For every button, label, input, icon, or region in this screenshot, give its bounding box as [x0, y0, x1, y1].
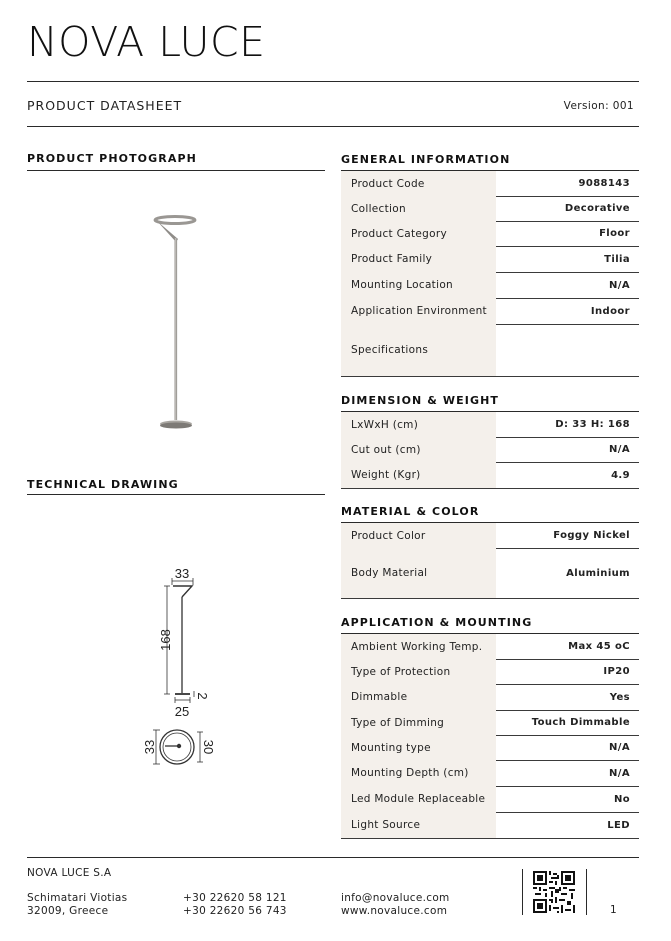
material-section-title: MATERIAL & COLOR — [341, 505, 480, 518]
application-table — [341, 634, 639, 840]
application-row-label: Type of Protection — [341, 659, 496, 684]
dim-base-thickness: 2 — [195, 692, 210, 700]
footer-qr-divider-right — [586, 869, 587, 915]
footer-phone-2: +30 22620 56 743 — [183, 905, 287, 917]
brand-logo: NOVA LUCE — [27, 18, 266, 66]
document-title: PRODUCT DATASHEET — [27, 98, 183, 113]
dim-top-width: 33 — [174, 566, 190, 581]
photo-section-title: PRODUCT PHOTOGRAPH — [27, 152, 197, 165]
dimension-row-value: 4.9 — [611, 469, 630, 481]
material-row-value: Foggy Nickel — [553, 530, 630, 541]
application-row-value: N/A — [609, 767, 630, 779]
application-row — [341, 786, 639, 813]
application-row-label: Light Source — [341, 812, 496, 838]
dimension-row — [341, 437, 639, 463]
application-row-value: Yes — [609, 691, 630, 703]
general-row — [341, 246, 639, 273]
qr-code-icon — [533, 871, 575, 913]
material-row-label: Product Color — [341, 523, 496, 548]
version-label: Version: 001 — [563, 100, 634, 112]
general-row — [341, 324, 639, 377]
application-row-label: Dimmable — [341, 684, 496, 710]
footer-address-line1: Schimatari Viotias — [27, 892, 128, 904]
drawing-section-title: TECHNICAL DRAWING — [27, 478, 179, 491]
general-row-label: Application Environment — [341, 298, 496, 324]
application-row — [341, 684, 639, 711]
general-row — [341, 298, 639, 325]
general-row-value: N/A — [609, 279, 630, 291]
general-row-label: Product Family — [341, 246, 496, 272]
application-row-label: Mounting Depth (cm) — [341, 760, 496, 786]
footer-qr-divider-left — [522, 869, 523, 915]
dimension-row-label: LxWxH (cm) — [341, 412, 496, 437]
dimension-row-label: Weight (Kgr) — [341, 462, 496, 488]
general-row-label: Mounting Location — [341, 272, 496, 298]
application-section-title: APPLICATION & MOUNTING — [341, 616, 533, 629]
drawing-section-divider — [27, 494, 325, 495]
footer-phone-1: +30 22620 58 121 — [183, 892, 287, 904]
footer-website-link[interactable]: www.novaluce.com — [341, 905, 448, 917]
application-row-value: No — [613, 793, 630, 805]
general-table — [341, 171, 639, 377]
footer-email-link[interactable]: info@novaluce.com — [341, 892, 450, 904]
material-table — [341, 523, 639, 599]
material-row — [341, 548, 639, 599]
dimension-row — [341, 412, 639, 438]
dimension-section-title: DIMENSION & WEIGHT — [341, 394, 499, 407]
general-row-value: 9088143 — [578, 178, 630, 189]
general-row-value: Tilia — [604, 253, 630, 265]
general-row-value: Decorative — [564, 203, 630, 214]
application-row — [341, 710, 639, 736]
general-row-label: Specifications — [341, 324, 496, 376]
footer-company: NOVA LUCE S.A — [27, 867, 112, 879]
application-row — [341, 812, 639, 839]
dim-height: 168 — [158, 629, 173, 651]
general-row — [341, 171, 639, 197]
general-row-value: Indoor — [590, 305, 630, 317]
general-row — [341, 221, 639, 247]
general-row-label: Product Category — [341, 221, 496, 246]
application-row-label: Mounting type — [341, 735, 496, 760]
application-row — [341, 760, 639, 787]
general-row-label: Product Code — [341, 171, 496, 196]
dim-plan-right: 30 — [201, 739, 216, 755]
application-row-label: Led Module Replaceable — [341, 786, 496, 812]
dimension-row-label: Cut out (cm) — [341, 437, 496, 462]
application-row — [341, 634, 639, 660]
dimension-row-value: N/A — [609, 444, 630, 455]
dimension-row — [341, 462, 639, 489]
dimension-table — [341, 412, 639, 489]
photo-section-divider — [27, 170, 325, 171]
material-row — [341, 523, 639, 549]
application-row-value: LED — [607, 819, 630, 831]
application-row-value: N/A — [609, 742, 630, 753]
general-row-label: Collection — [341, 196, 496, 221]
application-row-label: Ambient Working Temp. — [341, 634, 496, 659]
application-row-value: Touch Dimmable — [531, 717, 630, 728]
application-row-label: Type of Dimming — [341, 710, 496, 735]
footer-address-line2: 32009, Greece — [27, 905, 109, 917]
material-row-label: Body Material — [341, 548, 496, 598]
dimension-row-value: D: 33 H: 168 — [555, 419, 630, 430]
general-row — [341, 196, 639, 222]
dim-base-width: 25 — [174, 704, 190, 719]
application-row-value: Max 45 oC — [568, 641, 630, 652]
application-row — [341, 659, 639, 685]
material-row-value: Aluminium — [566, 567, 630, 579]
general-row — [341, 272, 639, 299]
application-row-value: IP20 — [603, 666, 630, 677]
subheader-divider — [27, 126, 639, 127]
application-row — [341, 735, 639, 761]
page-number: 1 — [610, 904, 617, 916]
general-row-value: Floor — [599, 228, 630, 239]
footer-divider — [27, 857, 639, 858]
product-photograph — [140, 205, 220, 440]
general-section-title: GENERAL INFORMATION — [341, 153, 511, 166]
technical-drawing — [140, 560, 230, 775]
header-divider — [27, 81, 639, 82]
dim-plan-left: 33 — [142, 739, 157, 755]
